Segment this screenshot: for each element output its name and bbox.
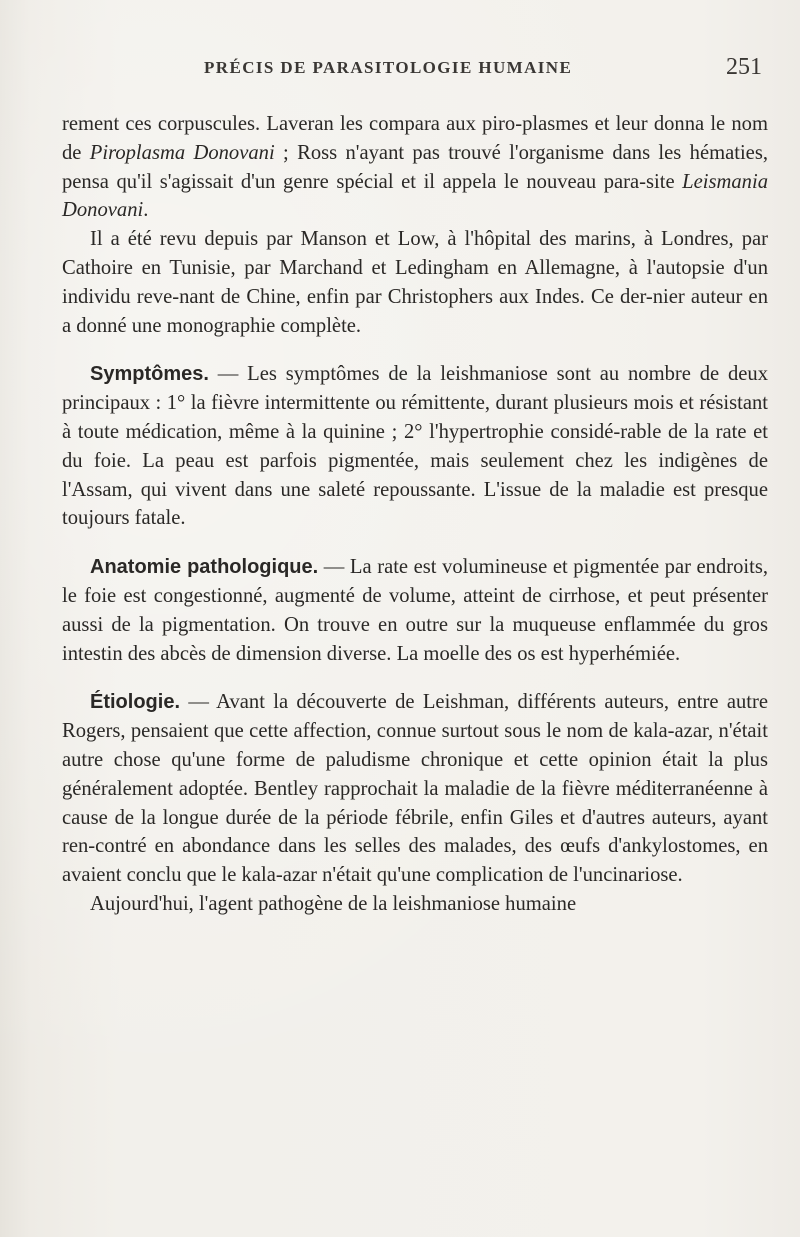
running-title: PRÉCIS DE PARASITOLOGIE HUMAINE <box>204 58 573 77</box>
paragraph-text: rement ces corpuscules. Laveran les compara aux piro-plasmes et leur donna le nom de <box>62 113 768 164</box>
paragraph-text: — Avant la découverte de Leishman, différents auteurs, entre autre Rogers, pensaient que cette affection, connue surtout sous le nom de kala-azar, n'était autre chose qu'une forme de paludisme chronique et cette opinion était la plus généralement adoptée. Bentley rapprochait la maladie de la fièvre méditerranéenne à cause de la longue durée de la période fébrile, enfin Giles et d'autres auteurs, ayant ren-contré en abondance dans les selles des malades, des œufs d'ankylostomes, en avaient conclu que le kala-azar n'était qu'une complication de l'uncinariose. <box>62 691 768 887</box>
species-name-piroplasma: Piroplasma Donovani <box>89 141 275 164</box>
paragraph-text: . <box>143 199 149 222</box>
paragraph-aujourdhui: Aujourd'hui, l'agent pathogène de la leishmaniose humaine <box>90 892 577 915</box>
paragraph-etiologie <box>62 688 768 890</box>
paragraph-symptomes <box>62 360 768 533</box>
paragraph-text: — Les symptômes de la leishmaniose sont au nombre de deux principaux : 1° la fièvre intermittente ou rémittente, durant plusieurs mois et résistant à toute médication, même à la quinine ; 2° l'hypertrophie considé-rable de la rate et du foie. La peau est parfois pigmentée, mais seulement chez les indigènes de l'Assam, qui vivent dans une saleté repoussante. L'issue de la maladie est presque toujours fatale. <box>62 363 768 530</box>
paragraph-text: ; Ross n'ayant pas trouvé l'organisme dans les hématies, pensa qu'il s'agissait d'un genre spécial et il appela le nouveau para-site <box>62 141 768 193</box>
paragraph-text: — La rate est volumineuse et pigmentée par endroits, le foie est congestionné, augmenté de volume, atteint de cirrhose, et peut présenter aussi de la pigmentation. On trouve en outre sur la muqueuse enflammée du gros intestin des abcès de dimension diverse. La moelle des os est hyperhémiée. <box>62 556 768 665</box>
page-header <box>0 54 800 84</box>
paragraph-laveran-ross <box>62 110 768 225</box>
page-number: 251 <box>726 54 762 80</box>
species-name-leismania: Leismania Donovani <box>62 170 768 222</box>
section-heading-anatomie: Anatomie pathologique. <box>90 556 319 579</box>
section-heading-etiologie: Étiologie. <box>90 691 180 714</box>
paragraph-anatomie <box>62 553 768 668</box>
section-heading-symptomes: Symptômes. <box>90 363 209 386</box>
body-text <box>62 110 768 919</box>
paragraph-revu-depuis: Il a été revu depuis par Manson et Low, à l'hôpital des marins, à Londres, par Cathoire en Tunisie, par Marchand et Ledingham en Allemagne, à l'autopsie d'un individu reve-nant de Chine, enfin par Christophers aux Indes. Ce der-nier auteur en a donné une monographie complète. <box>62 228 768 337</box>
